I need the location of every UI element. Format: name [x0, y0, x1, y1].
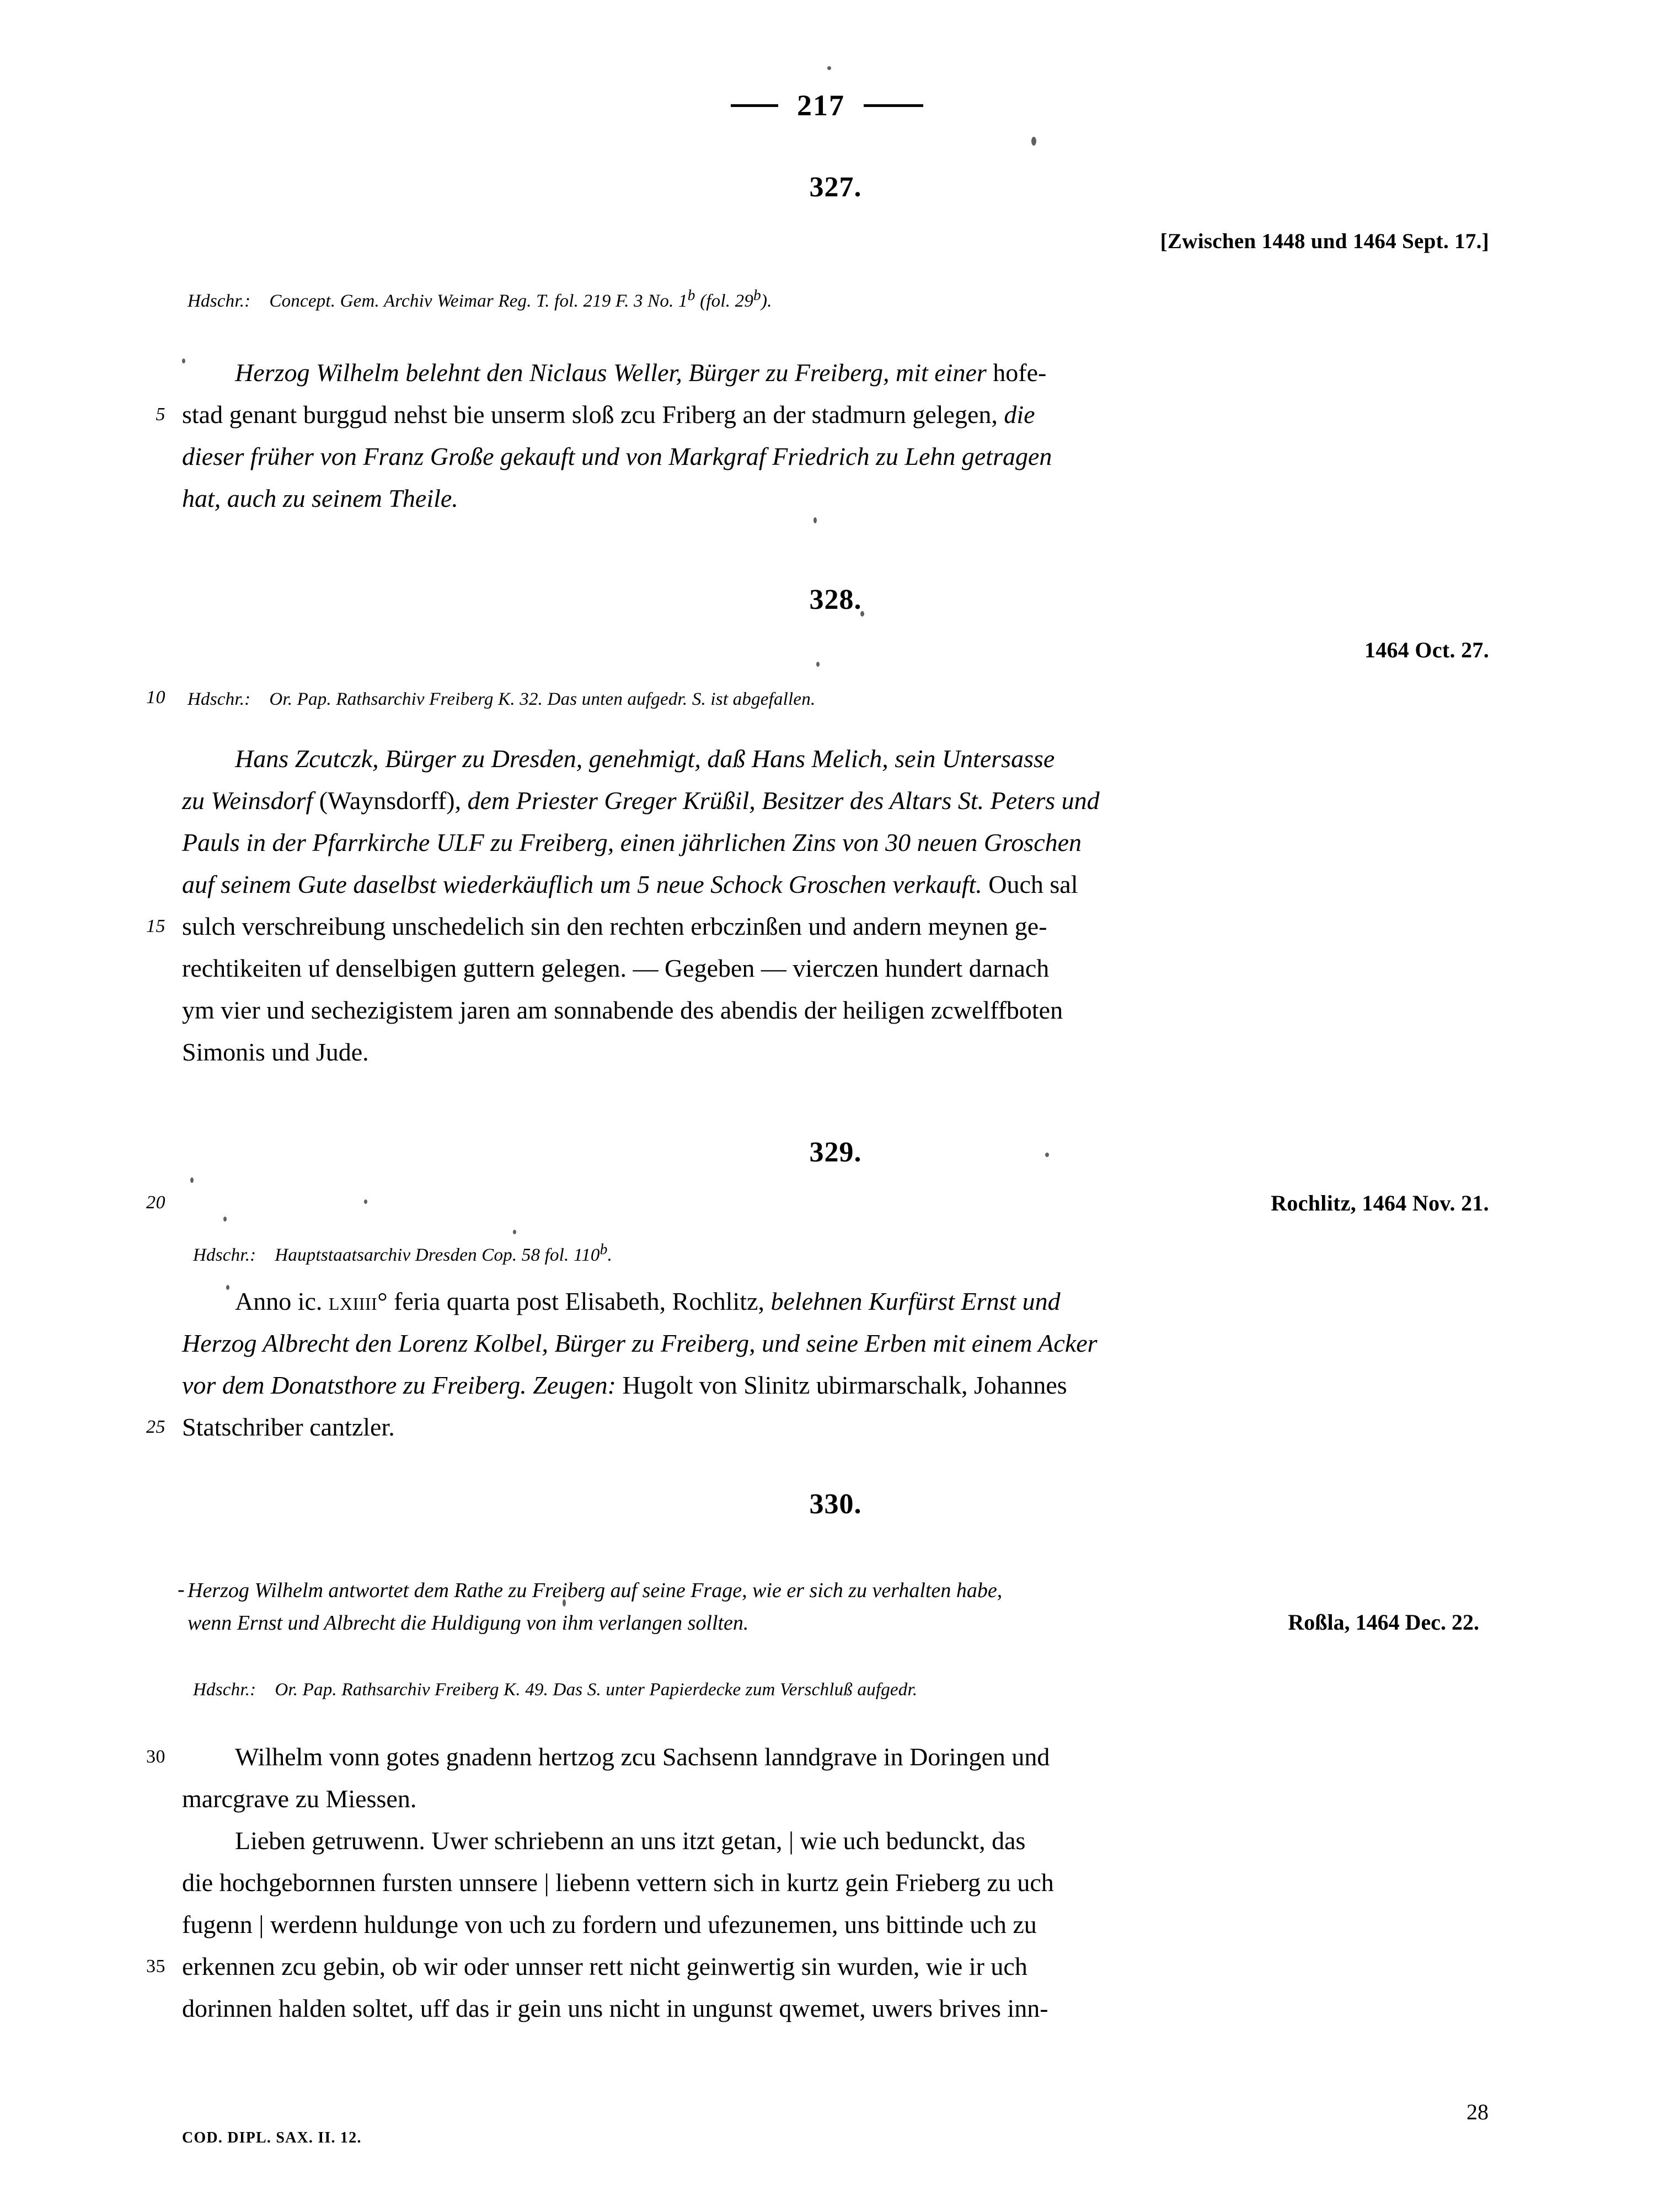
text-line: [188, 1606, 1484, 1639]
line-segment: dieser früher von Franz Große gekauft und von Markgraf Friedrich zu Lehn getragen: [182, 442, 1052, 470]
line-segment: sulch verschreibung unschedelich sin den rechten erbczinßen und andern meynen ge-: [182, 912, 1047, 940]
text-line: [182, 947, 1489, 989]
entry-dateline: Roßla, 1464 Dec. 22.: [1288, 1610, 1479, 1635]
text-line: [146, 1736, 1489, 1778]
citation-prefix: Hdschr.:: [188, 689, 251, 709]
line-segment: erkennen zcu gebin, ob wir oder unnser rett nicht geinwertig sin wurden, wie ir uch: [182, 1952, 1027, 1980]
entry-327-body: [156, 352, 1489, 519]
entry-327: [182, 171, 1489, 203]
scan-speck: [513, 1230, 516, 1234]
line-segment: Wilhelm vonn gotes gnadenn hertzog zcu Sachsenn lanndgrave in Doringen und: [235, 1743, 1050, 1771]
line-segment: fugenn | werdenn huldunge von uch zu fordern und ufezunemen, uns bittinde uch zu: [182, 1910, 1037, 1938]
line-segment: die: [1004, 400, 1035, 429]
entry-330-body: [146, 1736, 1489, 2029]
entry-330: [182, 1488, 1489, 1520]
line-segment: wenn Ernst und Albrecht die Huldigung von ihm verlangen sollten.: [188, 1611, 749, 1635]
line-segment: Ouch sal: [988, 870, 1078, 898]
text-line: [182, 1778, 1489, 1820]
margin-line-number: 25: [146, 1417, 165, 1437]
line-segment: ° feria quarta post Elisabeth, Rochlitz,: [377, 1287, 771, 1315]
citation-prefix: Hdschr.:: [193, 1680, 256, 1700]
text-line: [182, 989, 1489, 1031]
entry-328-body: [146, 738, 1489, 1073]
text-line: [182, 478, 1489, 519]
margin-line-number: 20: [146, 1192, 165, 1213]
line-segment: stad genant burggud nehst bie unserm sloß zcu Friberg an der stadmurn gelegen,: [182, 400, 1004, 429]
charter-text: [146, 1736, 1489, 2029]
line-segment: Pauls in der Pfarrkirche ULF zu Freiberg, einen jährlichen Zins von 30 neuen Groschen: [182, 828, 1082, 856]
page-number: 217: [797, 89, 845, 122]
text-line: [182, 1031, 1489, 1073]
entry-329-dateline-row: [182, 1190, 1489, 1216]
entry-number: 330.: [809, 1488, 862, 1520]
line-segment: hofe-: [993, 358, 1047, 387]
running-head-rule-left: [731, 104, 778, 107]
scan-speck: [190, 1177, 194, 1183]
line-segment: dorinnen halden soltet, uff das ir gein uns nicht in ungunst qwemet, uwers brives inn-: [182, 1994, 1048, 2022]
entry-329: [182, 1136, 1489, 1169]
line-segment: auf seinem Gute daselbst wiederkäuflich um 5 neue Schock Groschen verkauft.: [182, 870, 989, 898]
text-line: [182, 1364, 1489, 1406]
margin-line-number: 30: [146, 1747, 165, 1767]
entry-329-body: [146, 1281, 1489, 1448]
line-segment: Hugolt von Slinitz ubirmarschalk, Johannes: [622, 1371, 1067, 1399]
scan-speck: [827, 66, 831, 70]
line-segment-smallcaps: lxiiii: [328, 1287, 378, 1315]
running-head-rule-right: [864, 104, 923, 107]
entry-327-citation: [188, 286, 1495, 313]
text-line: [182, 780, 1489, 822]
entry-330-citation: [193, 1679, 1500, 1701]
citation-end: ).: [761, 291, 772, 311]
line-segment: Statschriber cantzler.: [182, 1413, 395, 1441]
citation-text: Hauptstaatsarchiv Dresden Cop. 58 fol. 110: [275, 1245, 600, 1265]
citation-text: Or. Pap. Rathsarchiv Freiberg K. 49. Das S. unter Papierdecke zum Verschluß aufgedr.: [275, 1680, 918, 1700]
text-line: [182, 1862, 1489, 1904]
line-segment: ym vier und sechezigistem jaren am sonnabende des abendis der heiligen zcwelffboten: [182, 996, 1063, 1024]
entry-327-dateline-row: [182, 229, 1489, 254]
source-citation: [193, 1679, 1500, 1701]
running-head: [0, 88, 1654, 122]
line-segment: (Waynsdorff): [319, 786, 455, 815]
text-line: [182, 1988, 1489, 2029]
text-line: [182, 436, 1489, 478]
footer-signature: COD. DIPL. SAX. II. 12.: [182, 2129, 362, 2146]
line-segment: , dem Priester Greger Krüßil, Besitzer des Altars St. Peters und: [454, 786, 1100, 815]
citation-text: Concept. Gem. Archiv Weimar Reg. T. fol. 219 F. 3 No. 1: [269, 291, 688, 311]
entry-dateline: Rochlitz, 1464 Nov. 21.: [1271, 1191, 1489, 1215]
regest-text: [156, 352, 1489, 519]
text-line: [182, 1904, 1489, 1946]
entry-328-dateline-row: [182, 637, 1489, 663]
text-line: [156, 394, 1489, 436]
regest-text: [146, 738, 1489, 1073]
citation-superscript: b: [599, 1240, 608, 1257]
entry-dateline: 1464 Oct. 27.: [1364, 638, 1489, 662]
line-segment: Herzog Wilhelm antwortet dem Rathe zu Freiberg auf seine Frage, wie er sich zu verhalten habe,: [188, 1579, 1003, 1602]
citation-text: Or. Pap. Rathsarchiv Freiberg K. 32. Das unten aufgedr. S. ist abgefallen.: [269, 689, 816, 709]
entry-328-citation: [146, 687, 1495, 711]
text-line: [182, 1281, 1489, 1322]
entry-dateline: [Zwischen 1448 und 1464 Sept. 17.]: [1160, 229, 1489, 253]
source-citation: [146, 687, 1495, 711]
line-segment: belehnen Kurfürst Ernst und: [770, 1287, 1061, 1315]
line-segment: Simonis und Jude.: [182, 1038, 369, 1066]
text-line: [146, 1406, 1489, 1448]
line-segment: Lieben getruwenn. Uwer schriebenn an uns itzt getan, | wie uch bedunckt, das: [235, 1827, 1026, 1855]
regest-text: [146, 1281, 1489, 1448]
text-line: [182, 352, 1489, 394]
entry-number: 327.: [809, 172, 862, 203]
scan-speck: [1031, 137, 1036, 146]
line-segment: rechtikeiten uf denselbigen guttern gelegen. — Gegeben — vierczen hundert darnach: [182, 954, 1050, 982]
scan-speck: [223, 1217, 227, 1222]
text-line: [182, 822, 1489, 864]
line-segment: Herzog Wilhelm belehnt den Niclaus Weller, Bürger zu Freiberg, mit einer: [235, 358, 993, 387]
line-segment: Herzog Albrecht den Lorenz Kolbel, Bürger zu Freiberg, und seine Erben mit einem Acker: [182, 1329, 1098, 1357]
line-segment: vor dem Donatsthore zu Freiberg. Zeugen:: [182, 1371, 623, 1399]
entry-330-regest: [178, 1574, 1484, 1639]
citation-superscript: b: [753, 286, 761, 303]
entry-number: 329.: [809, 1137, 862, 1168]
line-segment: zu Weinsdorf: [182, 786, 319, 815]
text-line: [182, 864, 1489, 906]
leading-dash: -: [178, 1578, 185, 1601]
regest-text: [178, 1574, 1484, 1639]
entry-328: [182, 583, 1489, 616]
line-segment: die hochgebornnen fursten unnsere | liebenn vettern sich in kurtz gein Frieberg zu uch: [182, 1868, 1054, 1897]
text-line: [146, 1946, 1489, 1988]
citation-prefix: Hdschr.:: [193, 1245, 256, 1265]
citation-end: .: [607, 1245, 613, 1265]
margin-line-number: 10: [146, 687, 165, 708]
text-line: [182, 738, 1489, 780]
text-line: [182, 1322, 1489, 1364]
line-segment: Anno ic.: [235, 1287, 329, 1315]
citation-mid: (fol. 29: [695, 291, 754, 311]
citation-prefix: Hdschr.:: [188, 291, 251, 311]
citation-superscript: b: [687, 286, 695, 303]
line-segment: Hans Zcutczk, Bürger zu Dresden, genehmigt, daß Hans Melich, sein Untersasse: [235, 745, 1055, 773]
margin-line-number: 15: [146, 916, 165, 936]
line-segment: marcgrave zu Miessen.: [182, 1785, 417, 1813]
text-line: [146, 906, 1489, 947]
margin-line-number: 5: [156, 404, 165, 425]
entry-number: 328.: [809, 584, 862, 615]
footer-sheet-number: 28: [1466, 2099, 1489, 2124]
text-line: [178, 1574, 1484, 1606]
margin-line-number: 35: [146, 1956, 165, 1977]
line-segment: hat, auch zu seinem Theile.: [182, 484, 458, 512]
source-citation: [188, 286, 1495, 313]
text-line: [182, 1820, 1489, 1862]
